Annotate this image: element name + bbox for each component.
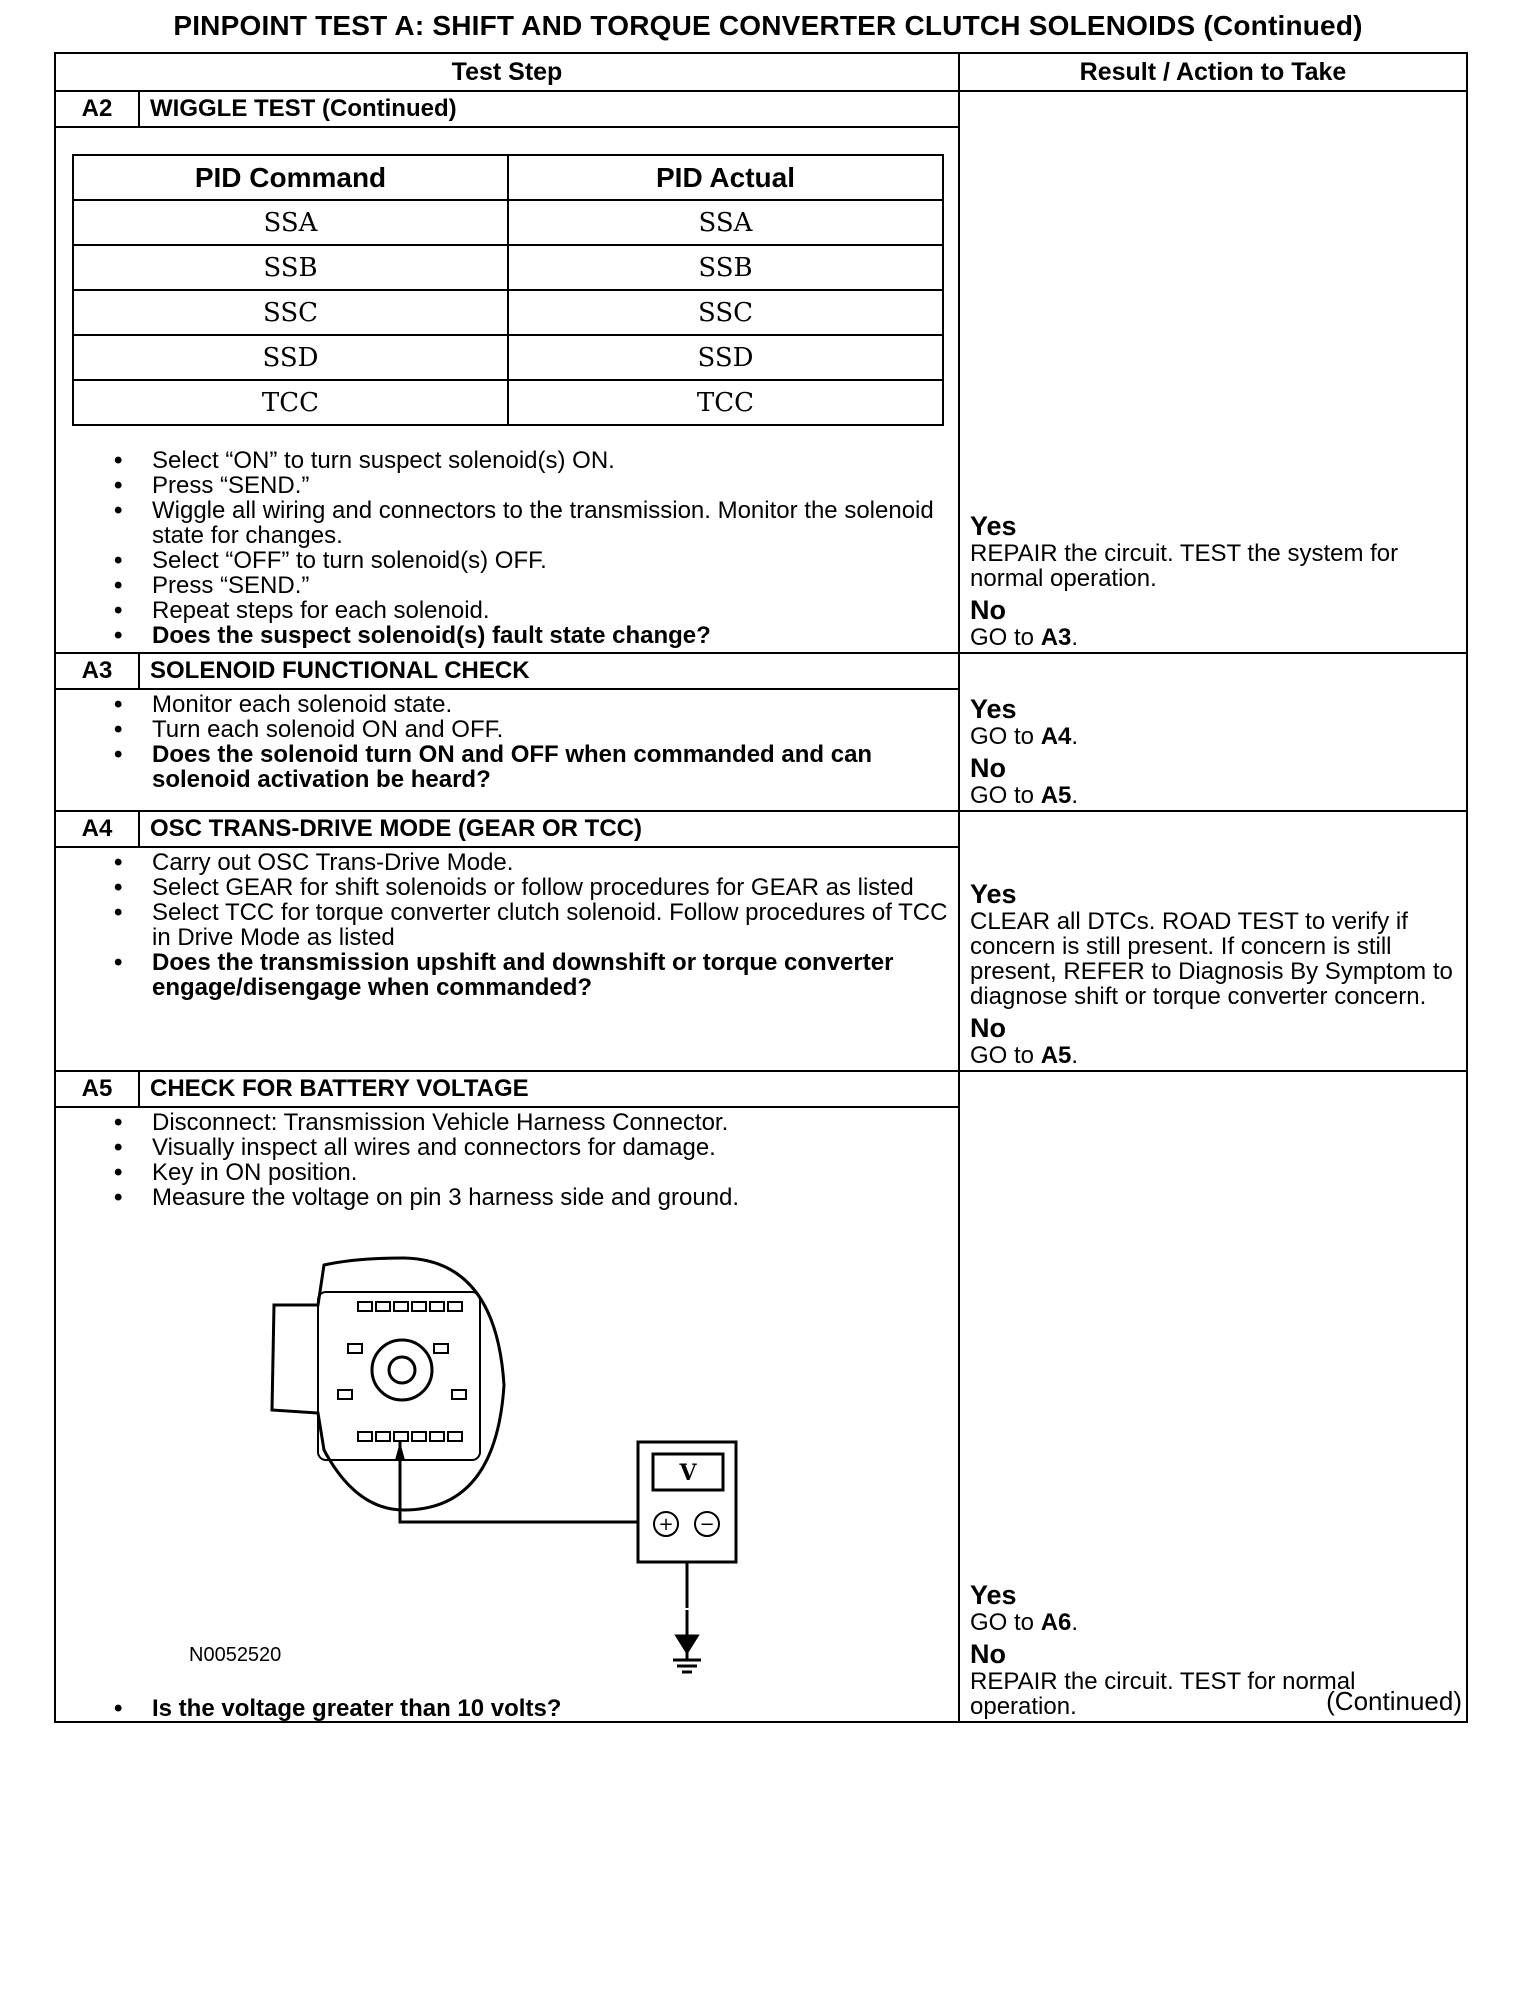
step-a2-cell [55, 91, 959, 653]
pid-row [73, 245, 943, 290]
list-item: • Monitor each solenoid state. [152, 692, 958, 717]
step-a2-id: A2 [56, 92, 139, 127]
list-item: • Select “ON” to turn suspect solenoid(s) ON. [152, 448, 958, 473]
list-item: • Turn each solenoid ON and OFF. [152, 717, 958, 742]
step-a3-row [55, 653, 1467, 811]
step-a4-bullets [56, 850, 958, 1000]
pid-cell: SSB [73, 245, 508, 290]
list-item: • Carry out OSC Trans-Drive Mode. [152, 850, 958, 875]
step-a3-result [959, 653, 1467, 811]
no-action: GO to A3. [970, 624, 1079, 651]
page-title: PINPOINT TEST A: SHIFT AND TORQUE CONVERTER CLUTCH SOLENOIDS (Continued) [173, 10, 1363, 41]
step-a2-bullets [56, 448, 958, 648]
step-question: • Does the suspect solenoid(s) fault state change? [152, 623, 958, 648]
result-header: Result / Action to Take [959, 53, 1467, 91]
positive-terminal-icon: + [658, 1514, 674, 1535]
yes-action: GO to A4. [970, 723, 1079, 750]
pid-cell: SSB [508, 245, 943, 290]
no-label: No [970, 595, 1006, 625]
step-a4-row [55, 811, 1467, 1071]
step-question: • Is the voltage greater than 10 volts? [152, 1696, 958, 1721]
list-item: • Repeat steps for each solenoid. [152, 598, 958, 623]
yes-action: CLEAR all DTCs. ROAD TEST to verify if concern is still present. If concern is still present, REFER to Diagnosis By Symptom to diagnose shift or torque converter concern. [970, 908, 1453, 1010]
pid-cell: SSD [73, 335, 508, 380]
list-item: • Disconnect: Transmission Vehicle Harness Connector. [152, 1110, 958, 1135]
no-label: No [970, 1013, 1006, 1043]
step-question: • Does the transmission upshift and downshift or torque converter engage/disengage when commanded? [152, 950, 958, 1000]
step-a5-result [959, 1071, 1467, 1722]
multimeter-icon [638, 1442, 736, 1562]
pid-row [73, 380, 943, 425]
step-a3-id: A3 [56, 654, 139, 689]
yes-action: REPAIR the circuit. TEST the system for normal operation. [970, 540, 1399, 592]
pid-cell: TCC [508, 380, 943, 425]
probe-tip-icon [395, 1442, 405, 1460]
list-item: • Select “OFF” to turn solenoid(s) OFF. [152, 548, 958, 573]
no-label: No [970, 1639, 1006, 1669]
no-action: GO to A5. [970, 1042, 1079, 1069]
step-a4-name: OSC TRANS-DRIVE MODE (GEAR OR TCC) [139, 812, 958, 847]
step-a3-bullets [56, 692, 958, 792]
pid-table [72, 154, 944, 426]
list-item: • Press “SEND.” [152, 573, 958, 598]
step-a4-cell [55, 811, 959, 1071]
yes-label: Yes [970, 879, 1017, 909]
step-a2-name: WIGGLE TEST (Continued) [139, 92, 958, 127]
pid-row [73, 335, 943, 380]
pid-cell: SSC [508, 290, 943, 335]
yes-label: Yes [970, 1580, 1017, 1610]
list-item: • Measure the voltage on pin 3 harness side and ground. [152, 1185, 958, 1210]
step-a4-id: A4 [56, 812, 139, 847]
continued-note: (Continued) [1326, 1686, 1462, 1716]
no-action: GO to A5. [970, 782, 1079, 809]
step-a3-name: SOLENOID FUNCTIONAL CHECK [139, 654, 958, 689]
pid-cell: SSA [73, 200, 508, 245]
meter-label: V [679, 1460, 697, 1486]
test-step-header: Test Step [55, 53, 959, 91]
pid-command-header: PID Command [73, 155, 508, 200]
step-a3-cell [55, 653, 959, 811]
step-a2-row [55, 91, 1467, 653]
connector-diagram [56, 1210, 958, 1610]
yes-label: Yes [970, 694, 1017, 724]
pid-row [73, 200, 943, 245]
step-question: • Does the solenoid turn ON and OFF when commanded and can solenoid activation be heard? [152, 742, 958, 792]
pinpoint-test-table [54, 52, 1468, 1723]
pid-cell: TCC [73, 380, 508, 425]
voltage-measurement-figure [56, 1210, 960, 1610]
step-a5-id: A5 [56, 1072, 139, 1107]
pid-actual-header: PID Actual [508, 155, 943, 200]
step-a4-result [959, 811, 1467, 1071]
list-item: • Select GEAR for shift solenoids or follow procedures for GEAR as listed [152, 875, 958, 900]
pid-row [73, 290, 943, 335]
list-item: • Press “SEND.” [152, 473, 958, 498]
negative-terminal-icon: − [699, 1514, 715, 1535]
step-a5-cell [55, 1071, 959, 1722]
figure-id: N0052520 [189, 1644, 282, 1666]
list-item: • Select TCC for torque converter clutch solenoid. Follow procedures of TCC in Drive Mode as listed [152, 900, 958, 950]
list-item: • Visually inspect all wires and connectors for damage. [152, 1135, 958, 1160]
pid-cell: SSC [73, 290, 508, 335]
step-a2-result [959, 91, 1467, 653]
step-a5-question-list [56, 1696, 958, 1721]
pid-cell: SSA [508, 200, 943, 245]
pid-cell: SSD [508, 335, 943, 380]
table-header-row [55, 53, 1467, 91]
list-item: • Wiggle all wiring and connectors to the transmission. Monitor the solenoid state for changes. [152, 498, 958, 548]
step-a5-name: CHECK FOR BATTERY VOLTAGE [139, 1072, 958, 1107]
yes-label: Yes [970, 511, 1017, 541]
no-action: REPAIR the circuit. TEST for normal operation. [970, 1668, 1356, 1720]
step-a5-bullets [56, 1110, 958, 1210]
yes-action: GO to A6. [970, 1609, 1079, 1636]
step-a5-row [55, 1071, 1467, 1722]
connector-pins [338, 1302, 466, 1441]
list-item: • Key in ON position. [152, 1160, 958, 1185]
harness-connector-icon [272, 1258, 504, 1510]
no-label: No [970, 753, 1006, 783]
